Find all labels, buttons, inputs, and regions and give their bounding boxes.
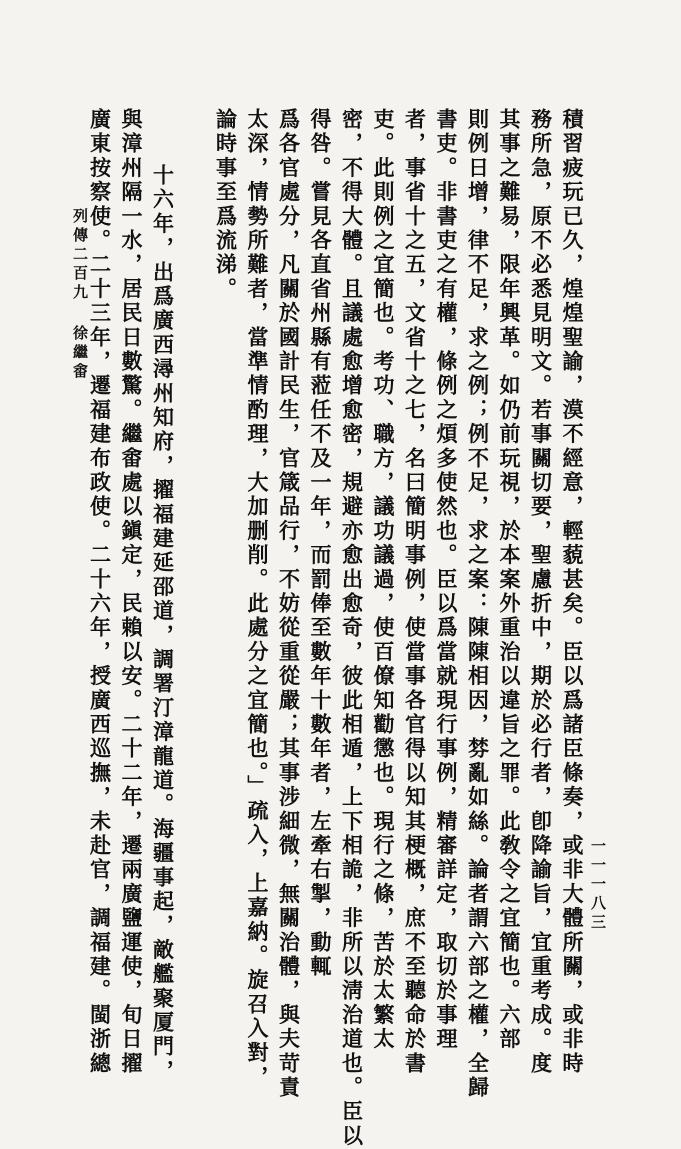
text-column-5: 書吏。非書吏之有權，條例之煩多使然也。臣以爲當就現行事例，精審詳定，取切於事理 [434, 108, 459, 1052]
text-column-3: 其事之難易，限年興革。如仍前玩視，於本案外重治以違旨之罪。此敎令之宜簡也。六部 [497, 108, 522, 1052]
text-column-15: 與漳州隔一水，居民日數驚。繼畬處以鎭定，民賴以安。二十二年，遷兩廣鹽運使，旬日擢 [119, 108, 144, 1076]
margin-chapter-label: 列傳二百九 [71, 208, 89, 303]
text-column-9: 得咎。嘗見各直省州縣有蒞任不及一年，而罰俸至數年十數年者，左牽右掣，動輒 [308, 108, 333, 980]
text-column-11: 太深，情勢所難者，當準情酌理，大加删削。此處分之宜簡也。」疏入，上嘉納。旋召入對， [245, 108, 270, 1090]
text-column-14: 十六年，出爲廣西潯州知府，擢福建延邵道，調署汀漳龍道。海疆事起，敵艦聚厦門， [150, 164, 176, 1084]
text-column-16: 廣東按察使。二十三年，遷福建布政使。二十六年，授廣西巡撫，未赴官，調福建。閩浙總 [87, 108, 113, 1076]
text-column-1: 積習疲玩已久，煌煌聖諭，漠不經意，輕藐甚矣。臣以爲諸臣條奏，或非大體所關，或非時 [560, 108, 585, 1076]
text-column-6: 者，事省十之五，文省十之七，名曰簡明事例，使當事各官得以知其梗概，庶不至聽命於書 [402, 108, 428, 1076]
text-column-8: 密，不得大體。且議處愈增愈密，規避亦愈出愈奇，彼此相遁，上下相詭，非所以淸治道也。臣以 [339, 108, 365, 1149]
text-column-2: 務所急，原不必悉見明文。若事關切要，聖慮折中，期於必行者，卽降諭旨，宜重考成。度 [528, 108, 554, 1076]
margin-page-number: 一一一八三 [589, 838, 607, 933]
text-column-12: 論時事至爲流涕。 [213, 108, 239, 302]
text-column-4: 則例日增，律不足，求之例；例不足，求之案：陳陳相因，棼亂如絲。論者謂六部之權，全歸 [465, 108, 491, 1101]
margin-biography-name: 徐繼畬 [71, 325, 89, 382]
text-column-10: 爲各官處分，凡關於國計民生，官箴品行，不妨從重從嚴；其事涉細微，無關治體，與夫苛責 [276, 108, 302, 1101]
text-column-7: 吏。此則例之宜簡也。考功、職方，議功議過，使百僚知勸懲也。現行之條，苦於太繁太 [371, 108, 396, 1052]
